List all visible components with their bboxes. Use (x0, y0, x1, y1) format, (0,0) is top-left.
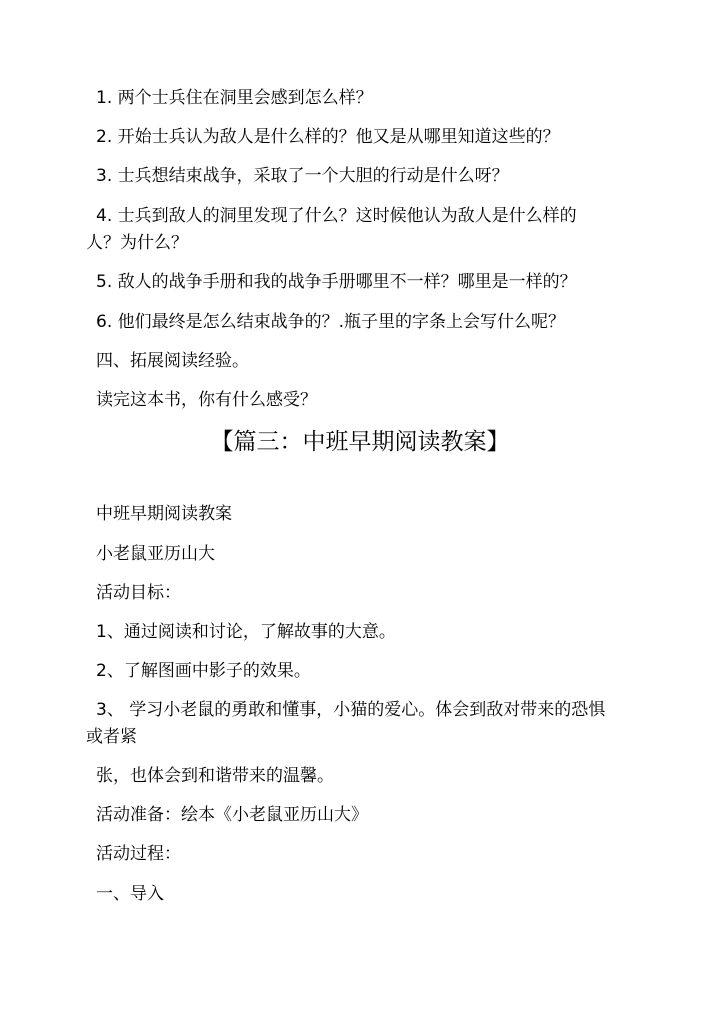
goal-3-line-2: 或者紧 (86, 727, 137, 747)
question-6: 6. 他们最终是怎么结束战争的？.瓶子里的字条上会写什么呢？ (96, 312, 566, 332)
reflection-prompt: 读完这本书，你有什么感受？ (96, 390, 317, 410)
process-label: 活动过程： (96, 844, 181, 864)
goal-3-line-1: 3、 学习小老鼠的勇敢和懂事，小猫的爱心。体会到敌对带来的恐惧 (96, 700, 606, 720)
goal-1: 1、通过阅读和讨论，了解故事的大意。 (96, 622, 396, 642)
book-title: 小老鼠亚历山大 (96, 544, 215, 564)
question-4-line-2: 人？为什么？ (86, 233, 188, 253)
question-4-line-1: 4. 士兵到敌人的洞里发现了什么？这时候他认为敌人是什么样的 (96, 206, 577, 226)
question-3: 3. 士兵想结束战争，采取了一个大胆的行动是什么呀？ (96, 166, 509, 186)
section-four: 四、拓展阅读经验。 (96, 351, 249, 371)
step-1: 一、导入 (96, 884, 164, 904)
goal-2: 2、了解图画中影子的效果。 (96, 661, 311, 681)
goal-3-line-3: 张，也体会到和谐带来的温馨。 (96, 766, 334, 786)
activity-prep: 活动准备：绘本《小老鼠亚历山大》 (96, 805, 368, 825)
section-heading: 【篇三：中班早期阅读教案】 (210, 429, 510, 455)
doc-title: 中班早期阅读教案 (96, 504, 232, 524)
question-1: 1. 两个士兵住在洞里会感到怎么样？ (96, 88, 373, 108)
question-2: 2. 开始士兵认为敌人是什么样的？他又是从哪里知道这些的？ (96, 127, 560, 147)
goals-label: 活动目标： (96, 583, 181, 603)
question-5: 5. 敌人的战争手册和我的战争手册哪里不一样？哪里是一样的？ (96, 272, 577, 292)
